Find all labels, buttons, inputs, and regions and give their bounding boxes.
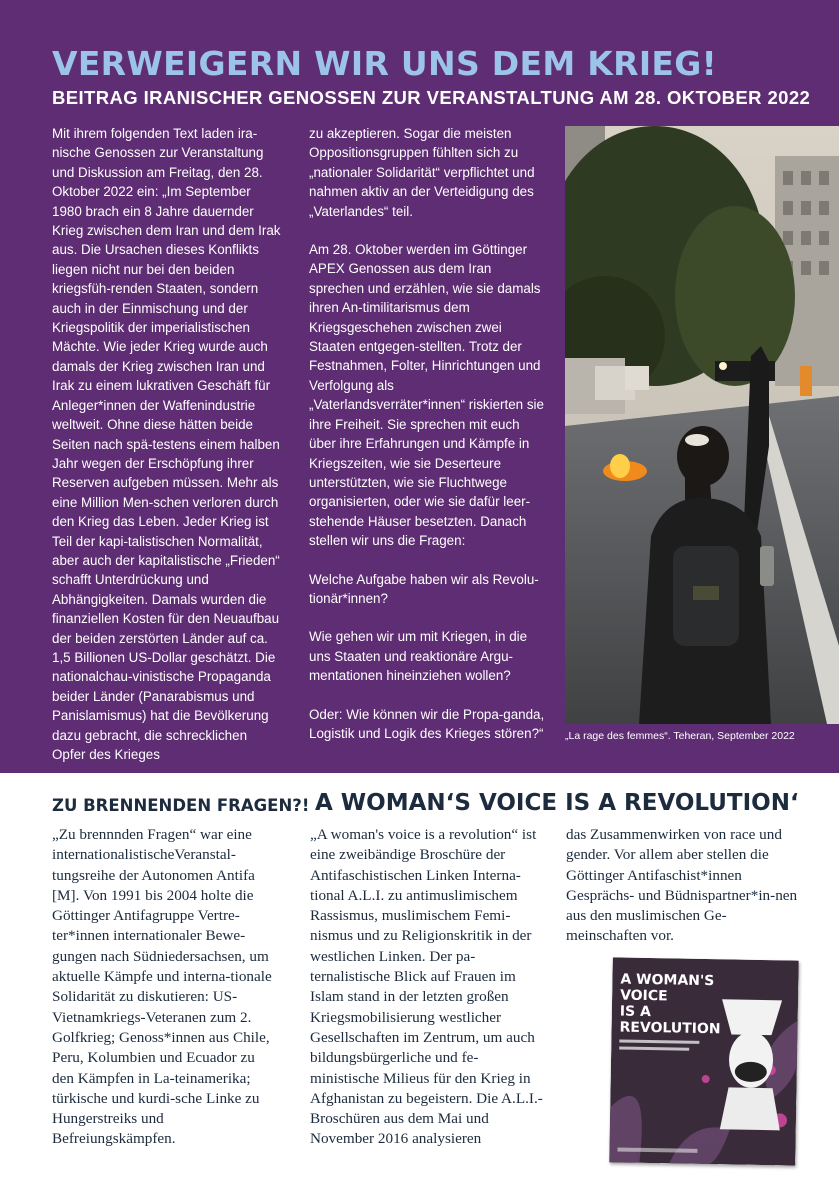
article-paragraph: Am 28. Oktober werden im Göttinger APEX Genossen aus dem Iran sprechen und erzählen, wie sie damals ihren An-timilitarismus dem Kriegsgeschehen zwischen zwei Staaten entgegen-stellten. Trotz der Festnahmen, Folter, Hinrichtungen und Verfolgung als „Vaterlandsverräter*innen“ riskierten sie ihre Freiheit. Sie sprechen mit euch über ihre Erfahrungen und Kämpfe in Kriegszeiten, wie sie Deserteure unterstützten, wie sie Fluchtwege organisierten, oder wie sie dafür leer-stehende Häuser besetzten. Danach stellen wir uns die Fragen: <box>309 242 544 549</box>
subheadline: BEITRAG IRANISCHER GENOSSEN ZUR VERANSTALTUNG AM 28. OKTOBER 2022 <box>52 87 811 108</box>
voice-column-1 <box>310 825 544 1150</box>
fragen-paragraph: „Zu brennnden Fragen“ war eine internationalistischeVeranstal-tungsreihe der Autonomen Antifa [M]. Von 1991 bis 2004 holte die Göttinger Antifagruppe Vertre-ter*innen internationaler Bewe-gungen nach Südniedersachsen, um aktuelle Kämpfe und interna-tionale Solidarität zu diskutieren: US-Vietnamkriegs-Veteranen zum 2. Golfkrieg; Genoss*innen aus Chile, Peru, Kolumbien und Ecuador zu den Kämpfen in La-teinamerika; türkische und kurdi-sche Linke zu Hungerstreiks und Befreiungskämpfen. <box>52 826 272 1148</box>
article-question: Oder: Wie können wir die Propa-ganda, Logistik und Logik des Krieges stören?“ <box>309 706 545 741</box>
photo-caption: „La rage des femmes“. Teheran, September 2022 <box>565 730 795 742</box>
voice-paragraph: „A woman's voice is a revolution“ ist eine zweibändige Broschüre der Antifaschistischen Linken Interna-tional A.L.I. zu antimuslimischem Rassismus, muslimischem Femi-nismus und zu Religionskritik in der westlichen Linken. Der pa-ternalistische Blick auf Frauen im Islam stand in der letzten großen Kriegsmobilisierung westlicher Gesellschaften im Zentrum, um auch bildungsbürgerliche und fe-ministische Milieus für den Krieg in Afghanistan zu begeistern. Die A.L.I.-Broschüren aus dem Mai und November 2016 analysieren <box>310 826 543 1148</box>
fragen-column <box>52 825 274 1150</box>
voice-column-2 <box>566 825 798 947</box>
brochure-title-line: A WOMAN'S <box>620 971 715 990</box>
brochure-cover-image <box>609 957 799 1165</box>
article-question: Wie gehen wir um mit Kriegen, in die uns Staaten und reaktionäre Argu-mentationen hineinziehen wollen? <box>309 629 528 684</box>
brochure-title-line: VOICE <box>619 987 668 1005</box>
section-heading-voice: A WOMAN‘S VOICE IS A REVOLUTION‘ <box>315 790 799 816</box>
section-heading-fragen: ZU BRENNENDEN FRAGEN?! <box>52 796 310 815</box>
article-question: Welche Aufgabe haben wir als Revolu-tionär*innen? <box>309 571 539 606</box>
article-paragraph: zu akzeptieren. Sogar die meisten Oppositionsgruppen fühlten sich zu „nationaler Solidarität“ verpflichtet und nahmen aktiv an der Verteidigung des „Vaterlandes“ teil. <box>309 126 535 219</box>
headline: VERWEIGERN WIR UNS DEM KRIEG! <box>52 44 718 83</box>
brochure-title-line: REVOLUTION <box>619 1019 721 1038</box>
article-column-2 <box>309 124 547 743</box>
article-column-1 <box>52 124 284 764</box>
protest-photo <box>565 126 839 724</box>
article-paragraph: Mit ihrem folgenden Text laden ira-nische Genossen zur Veranstaltung und Diskussion am Freitag, den 28. Oktober 2022 ein: „Im September 1980 brach ein 8 Jahre dauernder Krieg zwischen dem Iran und dem Irak aus. Die Ursachen dieses Konflikts liegen nicht nur bei den beiden kriegsfüh-renden Staaten, sondern auch in der Einmischung und der Kriegspolitik der imperialistischen Mächte. Wie jeder Krieg wurde auch damals der Krieg zwischen Iran und Irak zu einem lukrativen Geschäft für Anleger*innen der Waffenindustrie weltweit. Ohne diese hätten beide Seiten nach spä-testens einem halben Jahr wegen der Erschöpfung ihrer Reserven aufgeben müssen. Mehr als eine Million Men-schen verloren durch den Krieg das Leben. Jeder Krieg ist Teil der kapi-talistischen Normalität, aber auch der kapitalistische „Frieden“ schafft Unterdrückung und Abhängigkeiten. Damals wurden die finanziellen Kosten für den Neuaufbau der beiden zerstörten Länder auf ca. 1,5 Billionen US-Dollar geschätzt. Die nationalchau-vinistische Propaganda beider Länder (Panarabismus und Panislamismus) hat die Bevölkerung dazu gebracht, die schrecklichen Opfer des Krieges <box>52 126 281 762</box>
voice-paragraph: das Zusammenwirken von race und gender. Vor allem aber stellen die Göttinger Antifaschist*innen Gesprächs- und Büdnispartner*in-nen aus den muslimischen Ge-meinschaften vor. <box>566 826 798 945</box>
brochure-title-line: IS A <box>619 1003 652 1021</box>
